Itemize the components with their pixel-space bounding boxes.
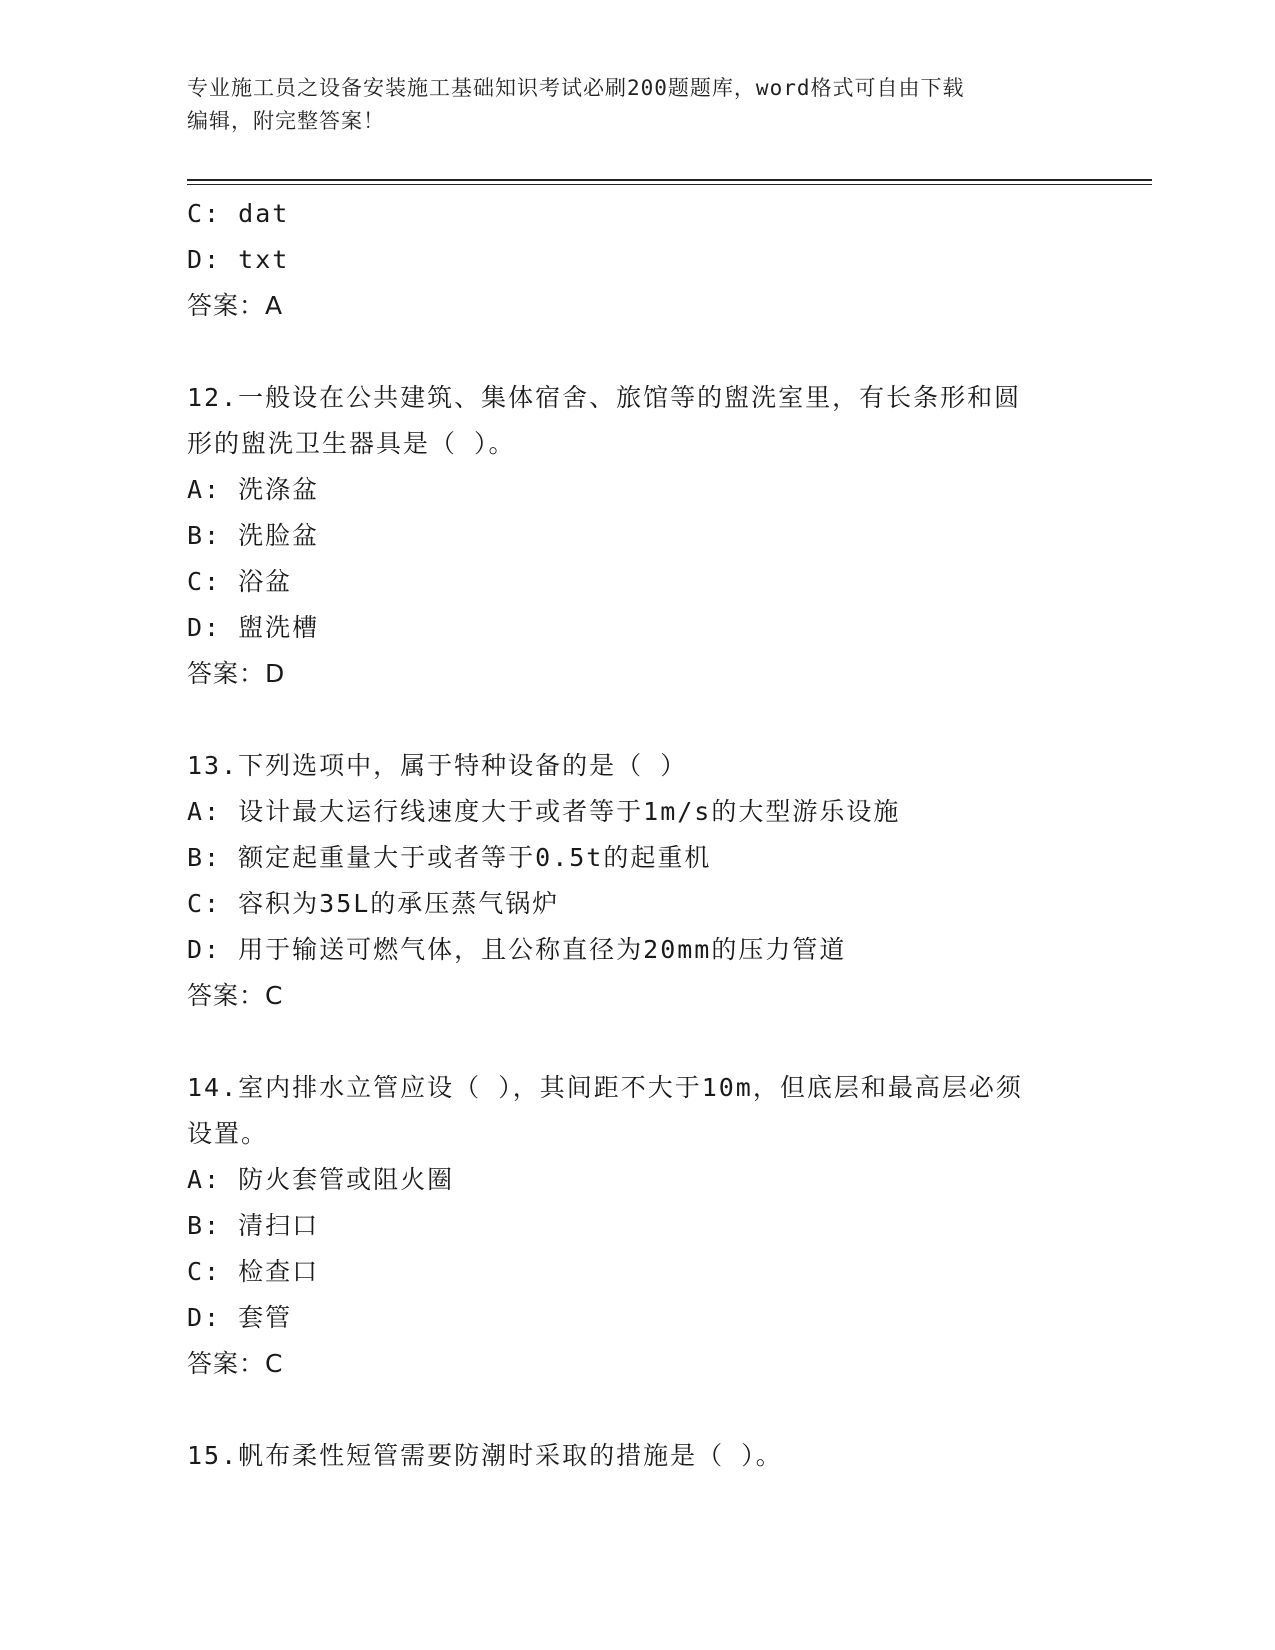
answer-label: 答案：A xyxy=(187,291,284,320)
header-title-line-2: 编辑，附完整答案！ xyxy=(187,109,385,133)
spacer xyxy=(187,697,1107,743)
option-d: D: txt xyxy=(187,245,290,274)
document-header xyxy=(187,72,1087,138)
option-c: C: 检查口 xyxy=(187,1257,320,1286)
header-title-line-1: 专业施工员之设备安装施工基础知识考试必刷200题题库，word格式可自由下载 xyxy=(187,76,965,100)
option-c: C: 容积为35L的承压蒸气锅炉 xyxy=(187,889,560,918)
question-block-12 xyxy=(187,375,1107,697)
option-d: D: 用于输送可燃气体，且公称直径为20mm的压力管道 xyxy=(187,935,847,964)
question-text-line-1: 15.帆布柔性短管需要防潮时采取的措施是（ ）。 xyxy=(187,1441,783,1470)
question-text-line-1: 13.下列选项中，属于特种设备的是（ ） xyxy=(187,751,688,780)
option-c: C: 浴盆 xyxy=(187,567,293,596)
option-b: B: 额定起重量大于或者等于0.5t的起重机 xyxy=(187,843,712,872)
question-list xyxy=(187,191,1107,1479)
option-a: A: 洗涤盆 xyxy=(187,475,320,504)
question-block-11 xyxy=(187,191,1107,329)
spacer xyxy=(187,1019,1107,1065)
question-text-line-1: 14.室内排水立管应设（ ），其间距不大于10m，但底层和最高层必须 xyxy=(187,1073,1023,1102)
spacer xyxy=(187,329,1107,375)
option-c: C: dat xyxy=(187,199,290,228)
answer-label: 答案：D xyxy=(187,659,286,688)
header-divider-thick xyxy=(187,179,1152,181)
answer-label: 答案：C xyxy=(187,1349,284,1378)
option-d: D: 盥洗槽 xyxy=(187,613,320,642)
question-text-line-2: 设置。 xyxy=(187,1119,269,1148)
question-block-14 xyxy=(187,1065,1107,1387)
option-a: A: 设计最大运行线速度大于或者等于1m/s的大型游乐设施 xyxy=(187,797,901,826)
option-b: B: 清扫口 xyxy=(187,1211,320,1240)
header-divider-thin xyxy=(187,184,1152,185)
spacer xyxy=(187,1387,1107,1433)
option-d: D: 套管 xyxy=(187,1303,293,1332)
answer-label: 答案：C xyxy=(187,981,284,1010)
question-block-13 xyxy=(187,743,1107,1019)
question-text-line-1: 12.一般设在公共建筑、集体宿舍、旅馆等的盥洗室里，有长条形和圆 xyxy=(187,383,1022,412)
option-a: A: 防火套管或阻火圈 xyxy=(187,1165,455,1194)
question-block-15 xyxy=(187,1433,1107,1479)
question-text-line-2: 形的盥洗卫生器具是（ ）。 xyxy=(187,429,516,458)
option-b: B: 洗脸盆 xyxy=(187,521,320,550)
